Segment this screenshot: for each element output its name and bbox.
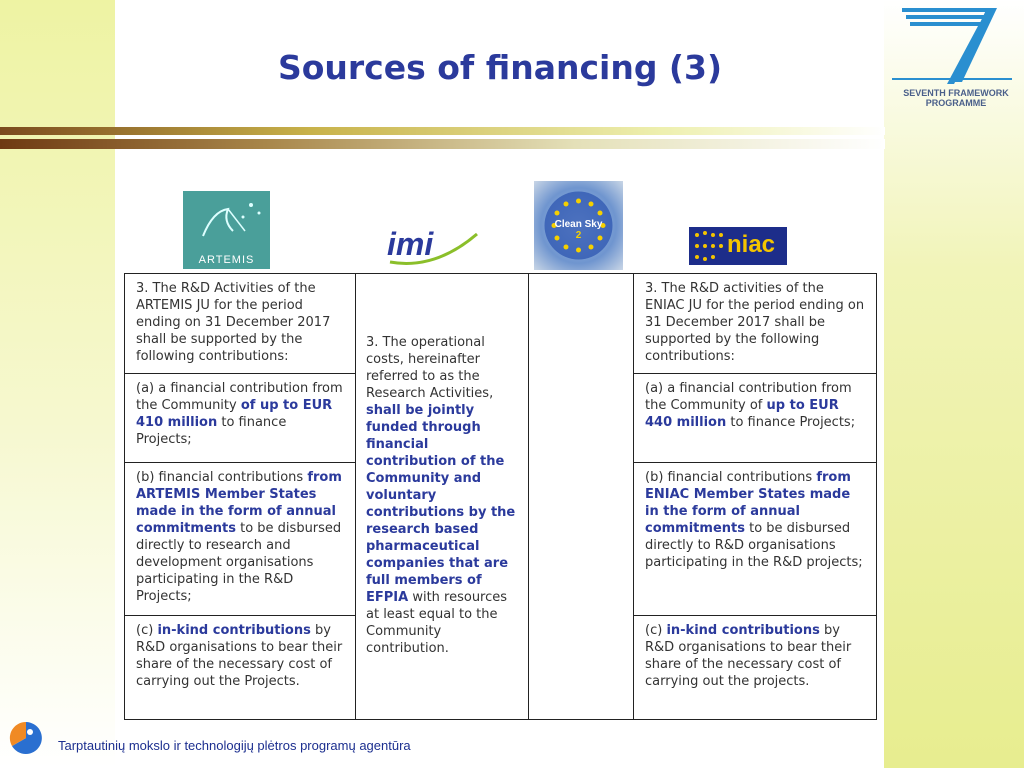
niac-b-plain: (b) financial contributions: [645, 470, 817, 485]
artemis-cell-intro: 3. The R&D Activities of the ARTEMIS JU for the period ending on 31 December 2017 shall be supported by the following contributions:: [125, 274, 356, 374]
niac-a-tail: to finance Projects;: [726, 415, 856, 430]
agency-name: Tarptautinių mokslo ir technologijų plėtros programų agentūra: [58, 738, 411, 753]
imi-cell: [356, 274, 529, 720]
artemis-a-bold: of up to EUR 410 million: [136, 398, 333, 430]
artemis-b-plain: (b) financial contributions: [136, 470, 308, 485]
niac-c-plain: (c): [645, 623, 667, 638]
header-band-top: [0, 127, 885, 135]
niac-a-bold: up to EUR 440 million: [645, 398, 839, 430]
niac-b-bold: from ENIAC Member States made in the form of annual commitments: [645, 470, 851, 536]
cleansky-logo-text: [534, 219, 623, 241]
artemis-figure-icon: [183, 191, 270, 251]
imi-text-tail: with resources at least equal to the Community contribution.: [366, 590, 508, 656]
niac-c-bold: in-kind contributions: [666, 623, 820, 638]
fp7-caption-line2: PROGRAMME: [925, 98, 987, 108]
imi-text-plain: 3. The operational costs, hereinafter referred to as the Research Activities,: [366, 335, 494, 401]
artemis-b-bold: from ARTEMIS Member States made in the form of annual commitments: [136, 470, 342, 536]
artemis-logo-text: ARTEMIS: [198, 254, 255, 266]
artemis-cell-a: [125, 374, 356, 463]
left-decor-strip: [0, 0, 115, 768]
financing-table: [124, 273, 877, 720]
eniac-logo-text: niac: [727, 231, 776, 258]
slide-title: Sources of financing (3): [277, 48, 723, 87]
niac-cell-c: [634, 616, 877, 720]
cleansky-name: Clean Sky: [554, 219, 603, 230]
artemis-c-plain: (c): [136, 623, 158, 638]
artemis-logo: [183, 191, 270, 269]
niac-cell-b: [634, 463, 877, 616]
cleansky-logo: [534, 181, 623, 270]
cleansky-number: 2: [575, 230, 582, 241]
table-row: [125, 274, 877, 374]
right-decor-strip: [884, 0, 1024, 768]
niac-c-tail: by R&D organisations to bear their share of the necessary cost of carrying out the projects.: [645, 623, 852, 689]
fp7-caption-line1: SEVENTH FRAMEWORK: [903, 88, 1009, 98]
imi-logo: [385, 222, 480, 272]
artemis-b-tail: to be disbursed directly to research and development organisations participating in the R&D Projects;: [136, 521, 342, 604]
artemis-c-tail: by R&D organisations to bear their share of the necessary cost of carrying out the Projects.: [136, 623, 343, 689]
niac-cell-intro: 3. The R&D activities of the ENIAC JU for the period ending on 31 December 2017 shall be supported by the following contributions:: [634, 274, 877, 374]
artemis-cell-b: [125, 463, 356, 616]
eu-stars-icon: [691, 227, 727, 265]
niac-cell-a: [634, 374, 877, 463]
niac-b-tail: to be disbursed directly to R&D organisations participating in the R&D projects;: [645, 521, 863, 570]
imi-text-bold: shall be jointly funded through financial contribution of the Community and voluntary contributions by the research based pharmaceutical companies that are full members of EFPIA: [366, 403, 516, 605]
artemis-cell-c: [125, 616, 356, 720]
cleansky-cell-empty: [529, 274, 634, 720]
artemis-c-bold: in-kind contributions: [157, 623, 311, 638]
header-band-bottom: [0, 139, 885, 149]
agency-logo-icon: [8, 720, 44, 756]
artemis-a-plain: (a) a financial contribution from the Community: [136, 381, 343, 413]
niac-a-plain: (a) a financial contribution from the Community of: [645, 381, 852, 413]
fp7-caption: [892, 88, 1020, 108]
eniac-logo: [689, 227, 787, 265]
imi-logo-text: imi: [387, 226, 434, 262]
artemis-a-tail: to finance Projects;: [136, 415, 287, 447]
